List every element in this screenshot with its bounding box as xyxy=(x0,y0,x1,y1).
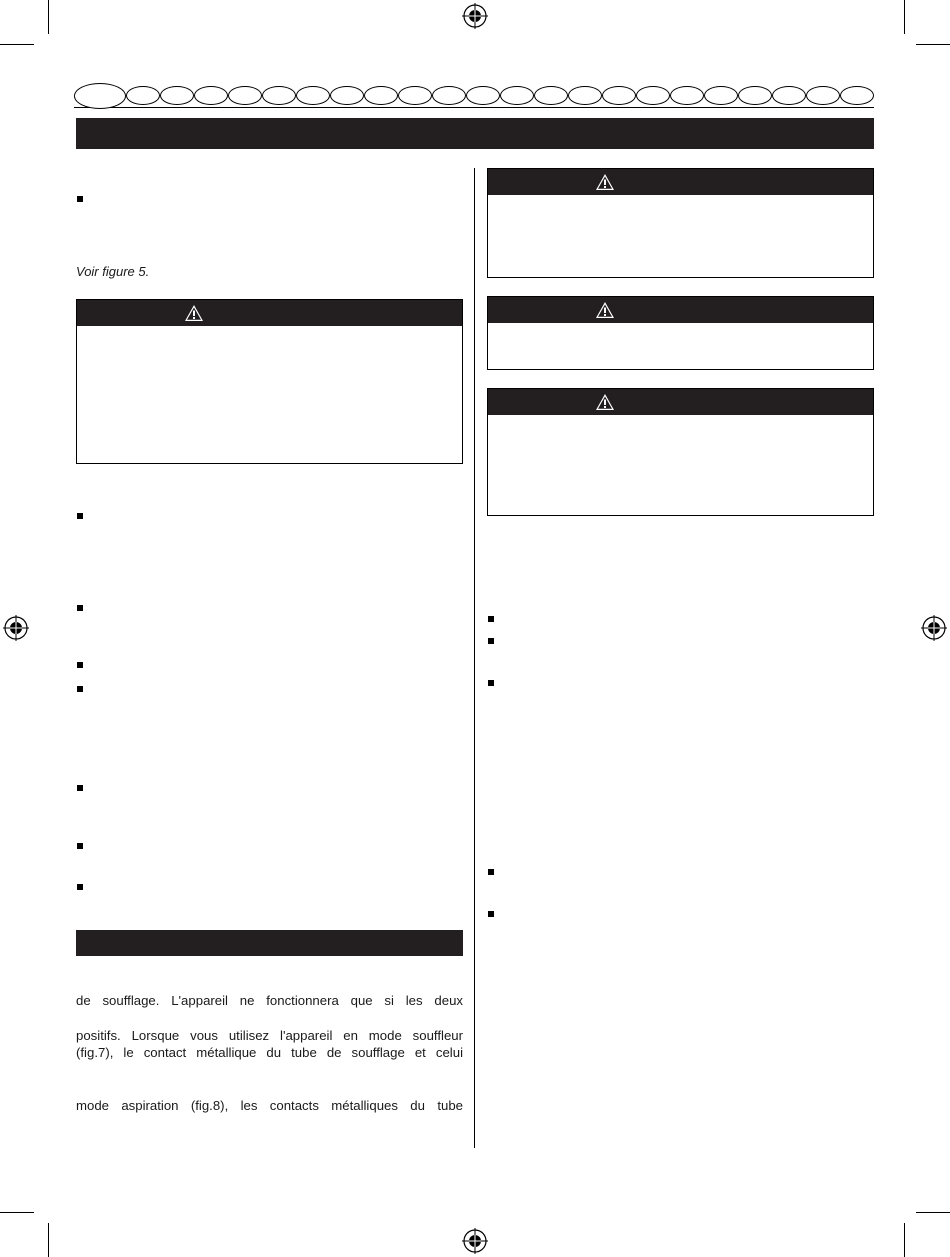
crop-mark-bottom-right-v xyxy=(904,1223,905,1257)
warning-box xyxy=(487,296,874,370)
square-bullet-icon xyxy=(77,686,83,692)
warning-box xyxy=(487,388,874,516)
crop-mark-top-right-h xyxy=(916,44,950,45)
crop-mark-bottom-left-h xyxy=(0,1212,34,1213)
language-tab[interactable] xyxy=(602,86,636,105)
square-bullet-icon xyxy=(77,605,83,611)
warning-triangle-icon xyxy=(184,304,204,322)
warning-header xyxy=(77,300,462,326)
language-tab[interactable] xyxy=(398,86,432,105)
body-text-line: de soufflage. L'appareil ne fonctionnera que si les deux xyxy=(76,993,463,1008)
language-tab[interactable] xyxy=(126,86,160,105)
language-tab[interactable] xyxy=(262,86,296,105)
language-tab[interactable] xyxy=(466,86,500,105)
body-text-line: positifs. Lorsque vous utilisez l'appareil en mode souffleur xyxy=(76,1028,463,1043)
crop-mark-bottom-left-v xyxy=(48,1223,49,1257)
language-tab[interactable] xyxy=(772,86,806,105)
section-header-bar xyxy=(76,118,874,149)
language-tab[interactable] xyxy=(534,86,568,105)
language-tab[interactable] xyxy=(160,86,194,105)
language-tab[interactable] xyxy=(228,86,262,105)
warning-header xyxy=(488,169,873,195)
language-tab-active[interactable] xyxy=(74,83,126,109)
square-bullet-icon xyxy=(77,884,83,890)
warning-triangle-icon xyxy=(595,301,615,319)
body-text-line: mode aspiration (fig.8), les contacts métalliques du tube xyxy=(76,1098,463,1113)
square-bullet-icon xyxy=(77,513,83,519)
language-tab[interactable] xyxy=(296,86,330,105)
language-tab[interactable] xyxy=(364,86,398,105)
registration-mark-icon xyxy=(462,3,488,29)
warning-header xyxy=(488,389,873,415)
square-bullet-icon xyxy=(488,638,494,644)
language-tab[interactable] xyxy=(636,86,670,105)
registration-mark-icon xyxy=(921,615,947,641)
language-tab[interactable] xyxy=(432,86,466,105)
crop-mark-top-right-v xyxy=(904,0,905,34)
square-bullet-icon xyxy=(488,911,494,917)
warning-box xyxy=(487,168,874,278)
square-bullet-icon xyxy=(77,785,83,791)
language-tab[interactable] xyxy=(330,86,364,105)
language-tab[interactable] xyxy=(704,86,738,105)
crop-mark-bottom-right-h xyxy=(916,1212,950,1213)
registration-mark-icon xyxy=(3,615,29,641)
language-tab[interactable] xyxy=(194,86,228,105)
section-header-bar xyxy=(76,930,463,956)
square-bullet-icon xyxy=(77,843,83,849)
square-bullet-icon xyxy=(488,616,494,622)
crop-mark-top-left-v xyxy=(48,0,49,34)
warning-header xyxy=(488,297,873,323)
language-tab[interactable] xyxy=(670,86,704,105)
language-tab[interactable] xyxy=(568,86,602,105)
registration-mark-icon xyxy=(462,1228,488,1254)
square-bullet-icon xyxy=(488,869,494,875)
language-tab[interactable] xyxy=(738,86,772,105)
language-tab[interactable] xyxy=(500,86,534,105)
column-divider xyxy=(474,168,475,1148)
language-tabs xyxy=(74,83,874,109)
language-tabs-baseline xyxy=(74,107,874,108)
language-tab[interactable] xyxy=(840,86,874,105)
crop-mark-top-left-h xyxy=(0,44,34,45)
warning-box xyxy=(76,299,463,464)
language-tab[interactable] xyxy=(806,86,840,105)
square-bullet-icon xyxy=(488,680,494,686)
warning-triangle-icon xyxy=(595,173,615,191)
square-bullet-icon xyxy=(77,196,83,202)
body-text-line: (fig.7), le contact métallique du tube de soufflage et celui xyxy=(76,1045,463,1060)
warning-triangle-icon xyxy=(595,393,615,411)
square-bullet-icon xyxy=(77,662,83,668)
figure-reference: Voir figure 5. xyxy=(76,264,150,279)
